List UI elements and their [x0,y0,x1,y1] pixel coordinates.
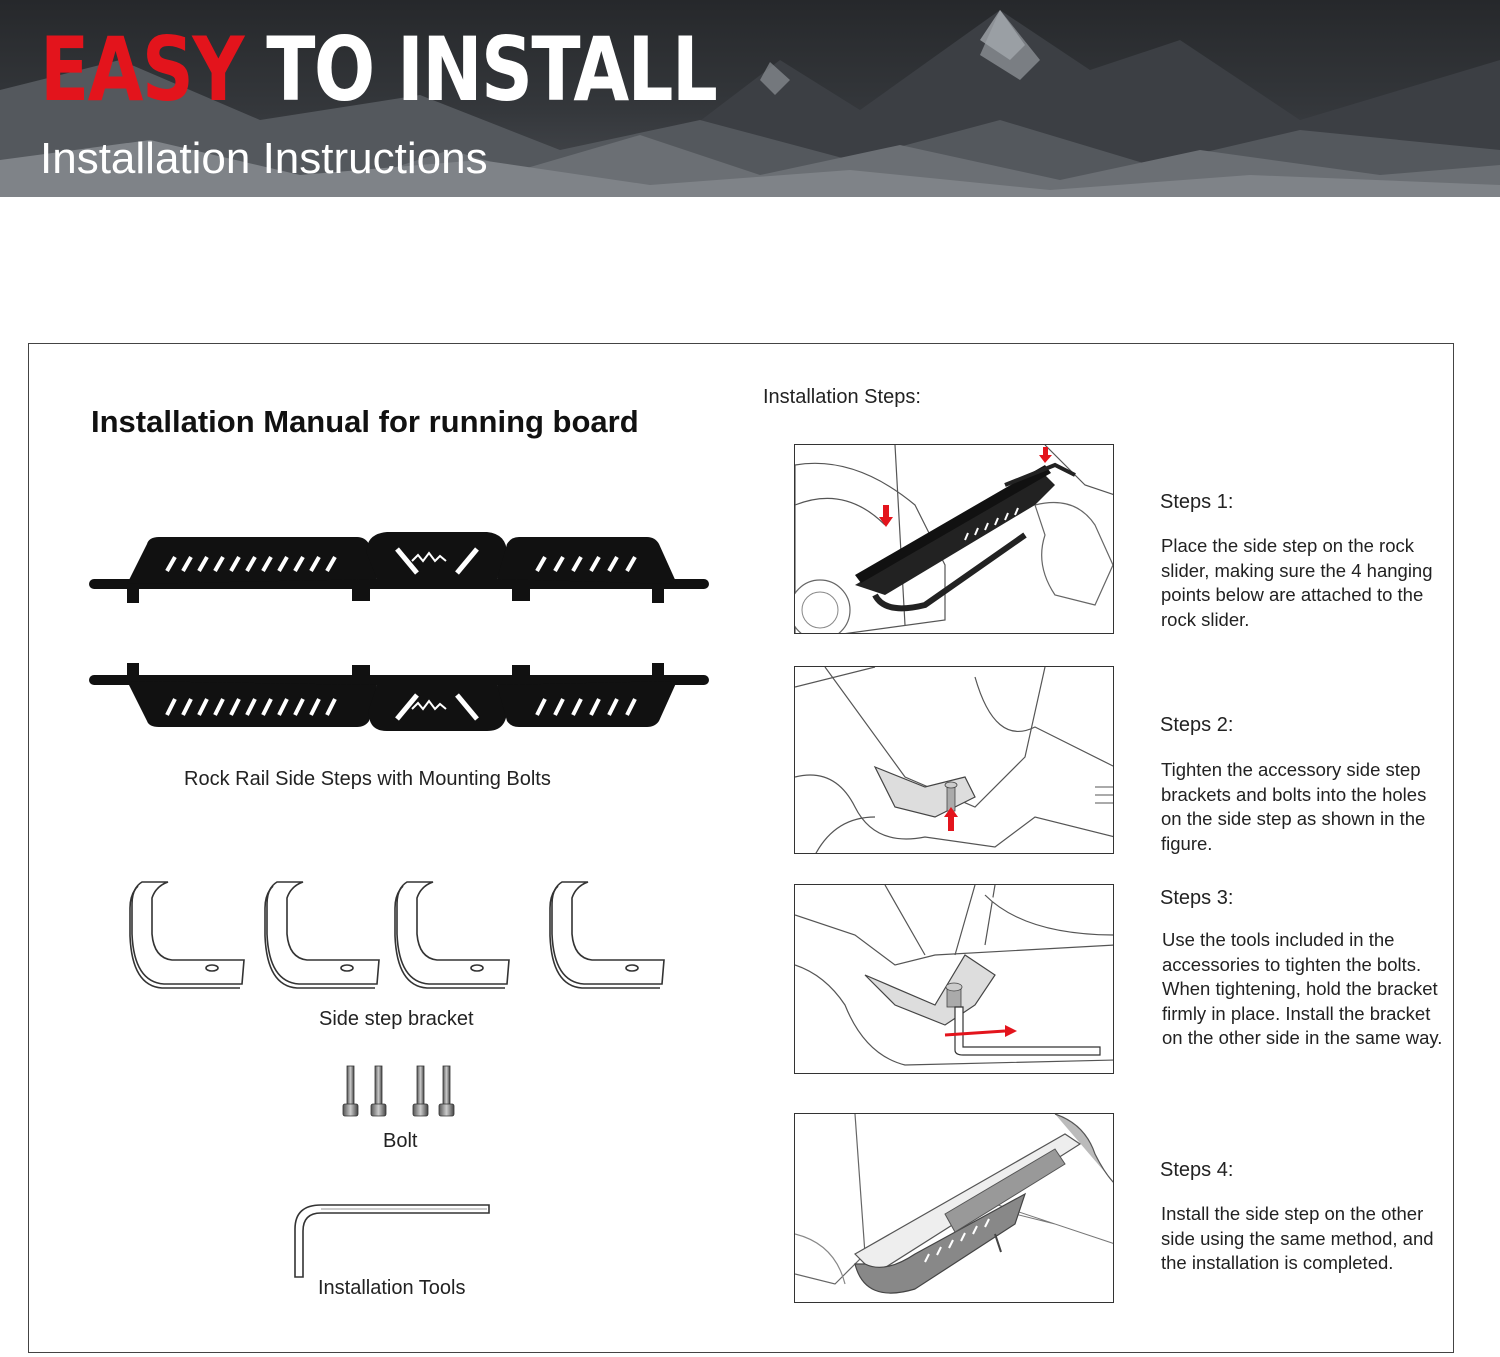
bolt-illustration [337,1062,462,1120]
banner-subtitle: Installation Instructions [40,134,488,183]
step-4-text: Install the side step on the other side using the same method, and the installation is completed. [1161,1203,1434,1273]
step-3-figure [794,884,1114,1074]
side-step-top-view [89,532,709,603]
bracket-2 [265,882,379,988]
headline-red: EASY [40,18,243,121]
rock-rail-caption: Rock Rail Side Steps with Mounting Bolts [184,768,551,790]
manual-title: Installation Manual for running board [91,404,639,439]
tools-caption: Installation Tools [318,1277,466,1299]
bracket-1 [130,882,244,988]
bracket-3 [395,882,509,988]
side-step-bottom-view [89,663,709,731]
step-1-title: Steps 1: [1160,491,1234,513]
headline-white: TO INSTALL [266,18,717,121]
step-4-title: Steps 4: [1160,1159,1234,1181]
bracket-caption: Side step bracket [319,1008,474,1030]
bracket-4 [550,882,664,988]
instruction-panel [28,343,1454,1353]
step-2-text: Tighten the accessory side step brackets and bolts into the holes on the side step as shown in the figure. [1161,759,1427,854]
step-2-title: Steps 2: [1160,714,1234,736]
bolt-caption: Bolt [383,1130,418,1152]
hex-key-illustration [291,1201,491,1281]
steps-heading: Installation Steps: [763,386,921,408]
step-3-title: Steps 3: [1160,887,1234,909]
step-3-text: Use the tools included in the accessories to tighten the bolts. When tightening, hold the bracket firmly in place. Install the bracket on the other side in the same way. [1162,929,1443,1048]
rock-rail-side-steps-illustration [87,529,712,739]
header-banner [0,0,1500,197]
step-2-figure [794,666,1114,854]
step-1-figure [794,444,1114,634]
headline [40,18,717,121]
step-4-figure [794,1113,1114,1303]
step-1-text: Place the side step on the rock slider, making sure the 4 hanging points below are attached to the rock slider. [1161,535,1433,630]
side-step-bracket-illustration [124,874,674,994]
